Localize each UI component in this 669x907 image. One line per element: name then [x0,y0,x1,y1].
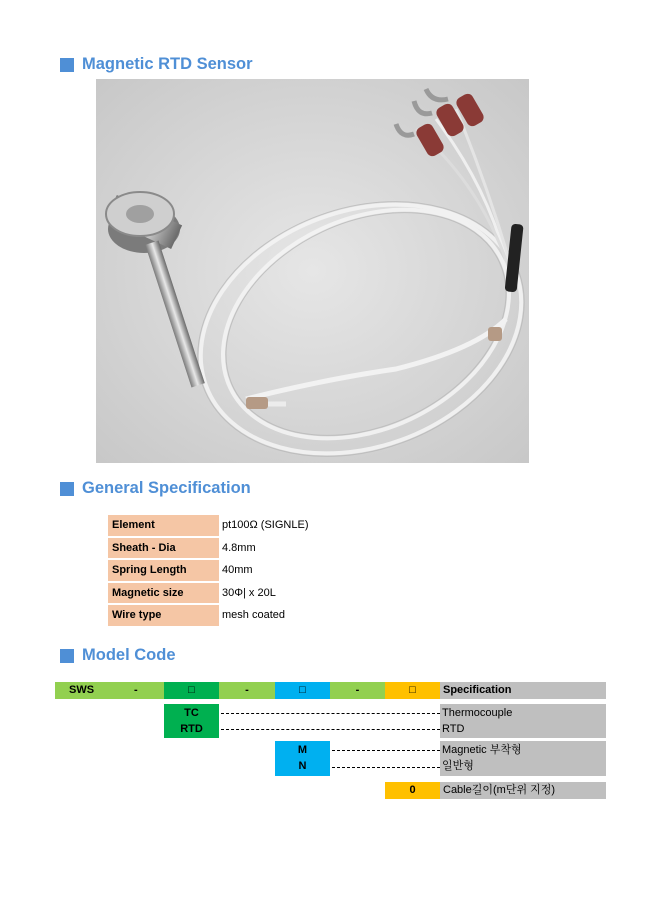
model-code-heading-text: Model Code [82,646,176,664]
spec-value: 30Φ| x 20L [219,583,329,604]
type-code: RTD [180,723,203,735]
type-spec-block [440,704,606,738]
spec-value: pt100Ω (SIGNLE) [219,515,329,536]
leader-line [221,729,440,730]
spec-label: Spring Length [108,560,219,581]
code-slot-mount: □ [275,682,330,699]
code-separator: - [330,682,385,699]
general-spec-heading-text: General Specification [82,479,251,497]
product-heading-text: Magnetic RTD Sensor [82,55,253,73]
mount-code: N [298,760,307,772]
code-prefix [55,682,164,699]
leader-line [332,767,440,768]
spec-value: mesh coated [219,605,329,626]
mount-code: M [297,744,308,756]
type-spec: Thermocouple [442,707,513,719]
spec-value: 4.8mm [219,538,329,559]
code-slot-type: □ [164,682,219,699]
mount-spec-block [440,741,606,776]
code-separator: - [219,682,275,699]
type-code: TC [184,707,199,719]
leader-line [332,750,440,751]
mount-code-block [275,741,330,776]
type-code-block [164,704,219,738]
spec-value: 40mm [219,560,329,581]
spec-label: Element [108,515,219,536]
type-spec: RTD [442,723,465,735]
mount-spec: Magnetic 부착형 [442,744,522,756]
cable-spec: Cable길이(m단위 지정) [440,782,606,799]
leader-line [221,713,440,714]
spec-label: Magnetic size [108,583,219,604]
mount-spec: 일반형 [442,760,474,772]
spec-label: Sheath - Dia [108,538,219,559]
code-slot-cable: □ [385,682,440,699]
code-separator: - [134,684,138,696]
spec-label: Wire type [108,605,219,626]
specification-header: Specification [440,682,606,699]
cable-code: 0 [385,782,440,799]
code-prefix-text: SWS [69,684,95,696]
